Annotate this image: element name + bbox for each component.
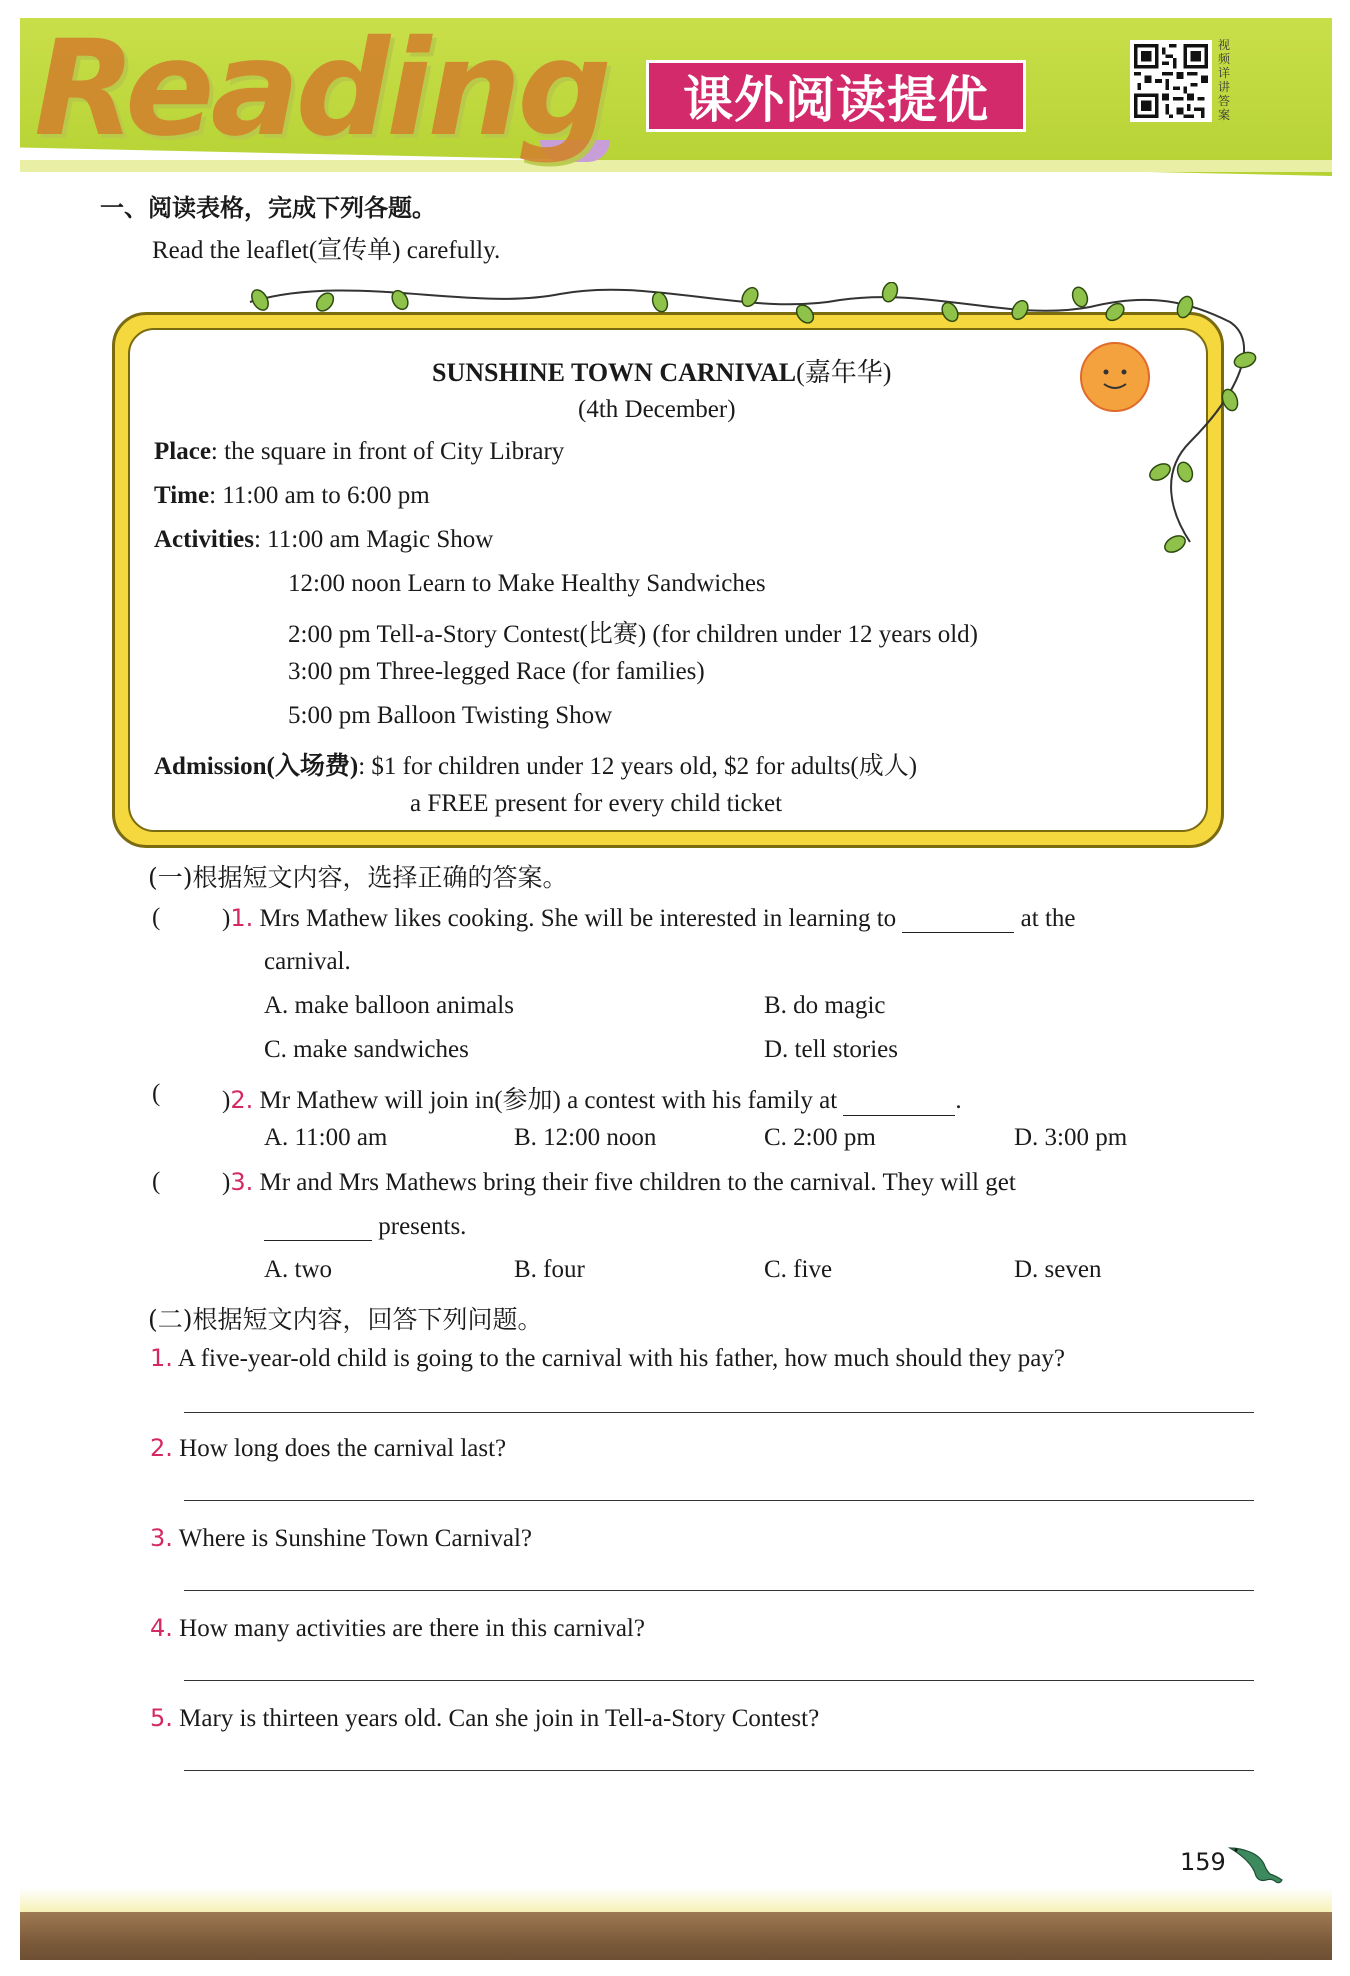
time-label: Time [154,482,210,509]
answer-line[interactable] [184,1412,1254,1413]
question-1-text: Mrs Mathew likes cooking. She will be interested in learning to [259,905,897,932]
answer-line[interactable] [184,1770,1254,1771]
question-number: 1. [150,1344,173,1372]
activity-item: 11:00 am Magic Show [267,526,494,553]
leaflet-time-row: Time: 11:00 am to 6:00 pm [154,482,430,509]
question-number: 2. [150,1434,173,1462]
option-b[interactable]: B. four [514,1256,585,1283]
short-question-4 [150,1614,645,1643]
footer-band [20,1912,1332,1960]
answer-line[interactable] [184,1500,1254,1501]
part1-heading: (一)根据短文内容，选择正确的答案。 [148,863,568,892]
qr-code-label: 视频详讲答案 [1218,38,1231,122]
place-value: the square in front of City Library [224,438,565,465]
instruction-text: Read the leaflet(宣传单) carefully. [152,237,501,264]
page-number: 159 [1180,1848,1226,1876]
question-2-text-b: . [955,1087,962,1114]
option-b[interactable]: B. 12:00 noon [514,1124,657,1151]
option-a[interactable]: A. make balloon animals [264,992,514,1019]
question-1: )1. Mrs Mathew likes cooking. She will be interested in learning to at the [222,904,1076,932]
activity-item: 5:00 pm Balloon Twisting Show [288,702,613,729]
question-2-text: Mr Mathew will join in(参加) a contest with his family at [259,1087,838,1114]
option-c[interactable]: C. 2:00 pm [764,1124,876,1151]
admission-label: Admission(入场费) [154,753,359,780]
fill-blank[interactable] [264,1212,372,1241]
short-question-1 [150,1344,1065,1373]
option-d[interactable]: D. tell stories [764,1036,899,1063]
short-question-3 [150,1524,532,1553]
option-b[interactable]: B. do magic [764,992,886,1019]
place-label: Place [154,438,211,465]
qr-code-icon[interactable] [1130,40,1212,122]
leaflet-title-cn: (嘉年华) [796,358,892,387]
section-banner: 课外阅读提优 [646,60,1026,132]
option-a[interactable]: A. 11:00 am [264,1124,388,1151]
question-number: 2. [230,1086,254,1114]
admission-note: a FREE present for every child ticket [410,790,783,817]
lizard-icon [1226,1840,1284,1886]
leaflet-title-en: SUNSHINE TOWN CARNIVAL [432,358,797,387]
short-question-text: Mary is thirteen years old. Can she join in Tell-a-Story Contest? [179,1705,820,1732]
footer-gradient [20,1888,1332,1914]
question-3-text-b: presents. [378,1213,467,1240]
question-1-text-c: carnival. [264,948,351,975]
leaflet-title [432,352,891,389]
admission-value: $1 for children under 12 years old, $2 for adults(成人) [371,753,918,780]
question-1-text-b: at the [1020,905,1076,932]
option-c[interactable]: C. five [764,1256,833,1283]
leaflet-date: (4th December) [578,396,736,423]
short-question-text: How many activities are there in this carnival? [179,1615,645,1642]
activity-item: 12:00 noon Learn to Make Healthy Sandwiches [288,570,766,597]
sun-icon [1070,332,1160,422]
leaflet-activities-row: Activities: 11:00 am Magic Show [154,526,494,553]
question-2: )2. Mr Mathew will join in(参加) a contest with his family at . [222,1086,962,1114]
short-question-text: A five-year-old child is going to the carnival with his father, how much should they pay? [177,1345,1065,1372]
question-3-line2 [264,1212,466,1241]
option-d[interactable]: D. seven [1014,1256,1102,1283]
reading-logo: Reading [34,12,608,166]
short-question-text: How long does the carnival last? [179,1435,507,1462]
fill-blank[interactable] [843,1087,955,1116]
short-question-2 [150,1434,506,1463]
activities-label: Activities [154,526,254,553]
question-number: 4. [150,1614,173,1642]
section-title: 一、阅读表格，完成下列各题。 [100,194,436,222]
question-3-text: Mr and Mrs Mathews bring their five children to the carnival. They will get [259,1169,1016,1196]
answer-bracket[interactable]: ( [152,1080,161,1107]
short-question-5 [150,1704,819,1733]
leaflet-place-row: Place: the square in front of City Library [154,438,565,465]
leaflet-admission-row: Admission(入场费): $1 for children under 12 years old, $2 for adults(成人) [154,753,918,780]
answer-line[interactable] [184,1590,1254,1591]
answer-bracket[interactable]: ( [152,1168,161,1195]
fill-blank[interactable] [902,904,1014,933]
question-number: 1. [230,904,254,932]
question-number: 5. [150,1704,173,1732]
time-value: 11:00 am to 6:00 pm [222,482,430,509]
activity-item: 2:00 pm Tell-a-Story Contest(比赛) (for children under 12 years old) [288,621,978,648]
question-number: 3. [150,1524,173,1552]
part2-heading: (二)根据短文内容，回答下列问题。 [148,1305,543,1334]
question-number: 3. [230,1168,254,1196]
question-3: )3. Mr and Mrs Mathews bring their five children to the carnival. They will get [222,1168,1016,1196]
answer-line[interactable] [184,1680,1254,1681]
short-question-text: Where is Sunshine Town Carnival? [178,1525,532,1552]
activity-item: 3:00 pm Three-legged Race (for families) [288,658,705,685]
answer-bracket[interactable]: ( [152,904,161,931]
option-c[interactable]: C. make sandwiches [264,1036,469,1063]
option-d[interactable]: D. 3:00 pm [1014,1124,1128,1151]
option-a[interactable]: A. two [264,1256,333,1283]
